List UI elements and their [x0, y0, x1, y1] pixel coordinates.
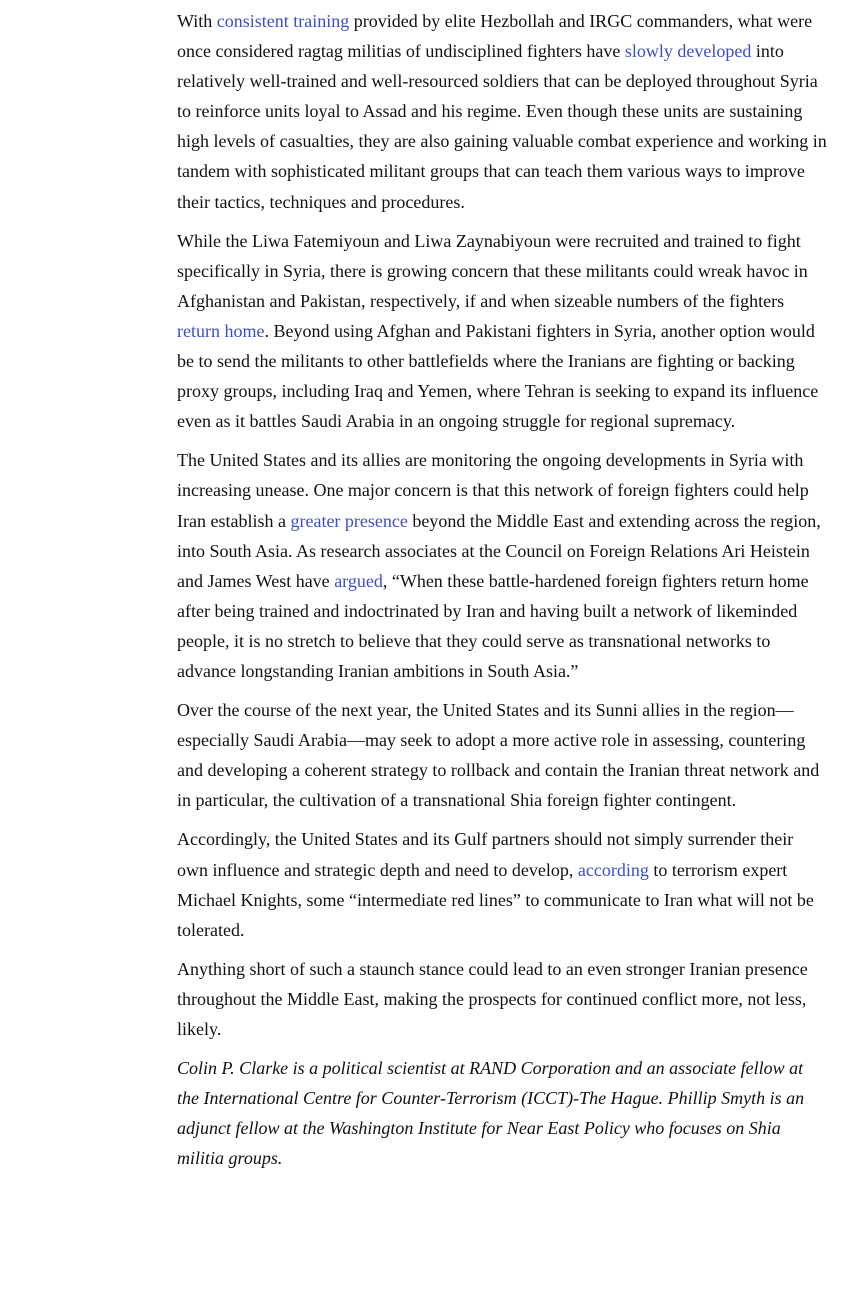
- inline-link[interactable]: consistent training: [216, 11, 350, 31]
- text-run: , “When these battle-hardened foreign fighters return home after being trained and indoctrinated by Iran and having built a network of likeminded people, it is no stretch to believe that they could serve as transnational networks to advance longstanding Iranian ambitions in South Asia.”: [177, 570, 809, 681]
- text-run: beyond the Middle East and extending across the region, into South Asia. As research associates at the Council on Foreign Relations Ari Heistein and James West have: [177, 510, 821, 591]
- paragraph-4: [177, 695, 827, 815]
- author-bio: Colin P. Clarke is a political scientist at RAND Corporation and an associate fellow at the International Centre for Counter-Terrorism (ICCT)-The Hague. Phillip Smyth is an adjunct fellow at the Washington Institute for Near East Policy who focuses on Shia militia groups.: [177, 1058, 805, 1169]
- text-run: Anything short of such a staunch stance could lead to an even stronger Iranian presence throughout the Middle East, making the prospects for continued conflict more, not less, likely.: [177, 958, 808, 1039]
- text-run: The United States and its allies are monitoring the ongoing developments in Syria with increasing unease. One major concern is that this network of foreign fighters could help Iran establish a: [177, 450, 809, 531]
- inline-link[interactable]: greater presence: [290, 510, 408, 531]
- inline-link[interactable]: according: [577, 859, 649, 880]
- paragraph-2: [177, 226, 827, 437]
- text-run: With: [177, 11, 217, 31]
- inline-link[interactable]: slowly developed: [624, 41, 752, 62]
- text-run: to terrorism expert Michael Knights, some “intermediate red lines” to communicate to Iran what will not be tolerated.: [177, 859, 814, 940]
- paragraph-5: [177, 824, 827, 944]
- text-run: Over the course of the next year, the United States and its Sunni allies in the region—especially Saudi Arabia—may seek to adopt a more active role in assessing, countering and developing a coherent strategy to rollback and contain the Iranian threat network and in particular, the cultivation of a transnational Shia foreign fighter contingent.: [177, 700, 820, 811]
- inline-link[interactable]: argued: [334, 570, 383, 591]
- text-run: provided by elite Hezbollah and IRGC commanders, what were once considered ragtag militias of undisciplined fighters have: [177, 11, 813, 62]
- paragraph-1: [177, 6, 827, 217]
- text-run: While the Liwa Fatemiyoun and Liwa Zaynabiyoun were recruited and trained to fight specifically in Syria, there is growing concern that these militants could wreak havoc in Afghanistan and Pakistan, respectively, if and when sizeable numbers of the fighters: [177, 230, 808, 311]
- text-run: into relatively well-trained and well-resourced soldiers that can be deployed throughout Syria to reinforce units loyal to Assad and his regime. Even though these units are sustaining high levels of casualties, they are also gaining valuable combat experience and working in tandem with sophisticated militant groups that can teach them various ways to improve their tactics, techniques and procedures.: [177, 41, 827, 212]
- text-run: . Beyond using Afghan and Pakistani fighters in Syria, another option would be to send the militants to other battlefields where the Iranians are fighting or backing proxy groups, including Iraq and Yemen, where Tehran is seeking to expand its influence even as it battles Saudi Arabia in an ongoing struggle for regional supremacy.: [177, 320, 819, 432]
- paragraph-6: [177, 954, 827, 1044]
- article-body: [177, 6, 827, 1182]
- text-run: Accordingly, the United States and its Gulf partners should not simply surrender their own influence and strategic depth and need to develop,: [177, 829, 794, 880]
- inline-link[interactable]: return home: [177, 320, 265, 341]
- paragraph-3: [177, 445, 827, 686]
